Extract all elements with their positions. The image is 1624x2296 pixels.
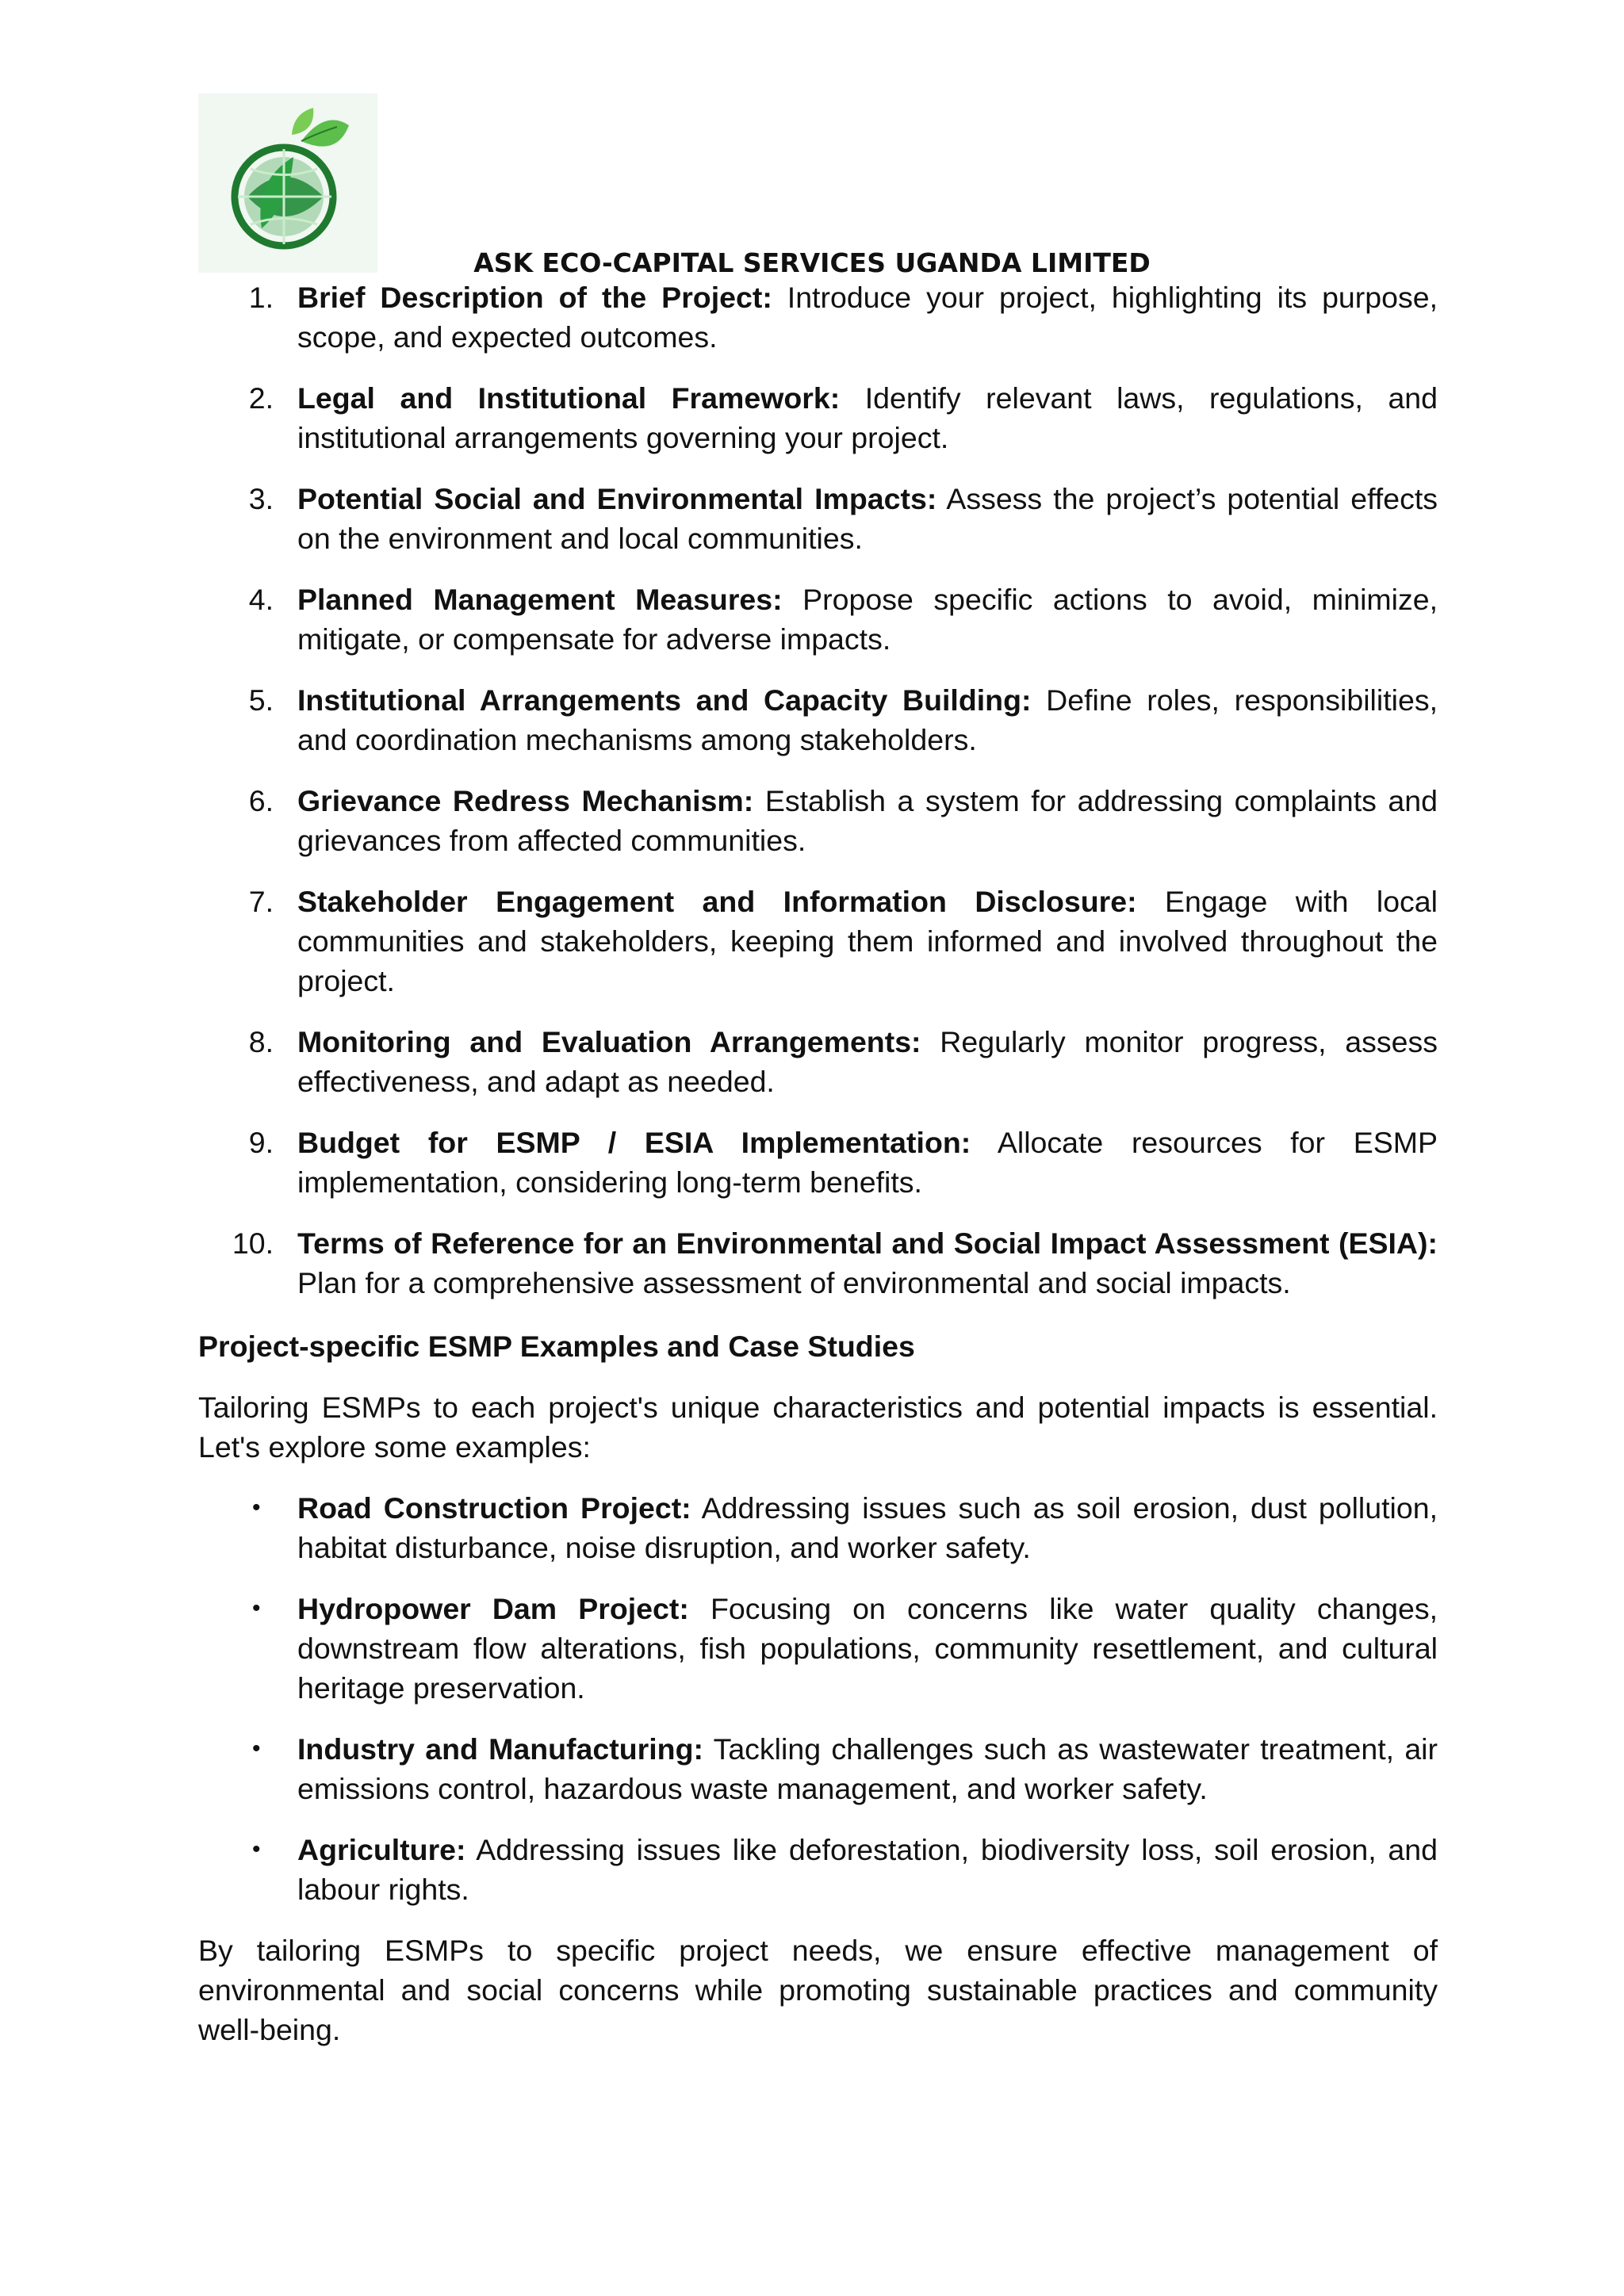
globe-leaf-icon (198, 94, 377, 273)
bullet-icon: • (252, 1595, 261, 1621)
list-item (198, 882, 1438, 1001)
item-title: Potential Social and Environmental Impacts: (297, 482, 937, 515)
list-item (198, 277, 1438, 357)
item-text: Engage with local communities and stakeholders, keeping them informed and involved throughout the project. (297, 885, 1438, 997)
item-text: Define roles, responsibilities, and coordination mechanisms among stakeholders. (297, 683, 1438, 756)
list-item (198, 1022, 1438, 1101)
item-title: Institutional Arrangements and Capacity Building: (297, 683, 1032, 717)
list-item (198, 1830, 1438, 1909)
item-text: Assess the project’s potential effects on the environment and local communities. (297, 482, 1438, 555)
list-item (198, 580, 1438, 659)
list-item (198, 1589, 1438, 1708)
bullet-icon: • (252, 1836, 261, 1862)
item-text: Allocate resources for ESMP implementation, considering long-term benefits. (297, 1126, 1438, 1199)
bullet-icon: • (252, 1494, 261, 1521)
bullet-icon: • (252, 1735, 261, 1762)
item-title: Terms of Reference for an Environmental and Social Impact Assessment (ESIA): (297, 1226, 1438, 1260)
examples-list (198, 1488, 1438, 1909)
example-text: Addressing issues such as soil erosion, dust pollution, habitat disturbance, noise disruption, and worker safety. (297, 1491, 1438, 1564)
list-item (198, 1729, 1438, 1808)
item-title: Budget for ESMP / ESIA Implementation: (297, 1126, 971, 1159)
conclusion-paragraph: By tailoring ESMPs to specific project needs, we ensure effective management of environmental and social concerns while promoting sustainable practices and community well-being. (198, 1934, 1438, 2046)
example-title: Road Construction Project: (297, 1491, 691, 1525)
item-title: Legal and Institutional Framework: (297, 381, 841, 415)
example-title: Hydropower Dam Project: (297, 1592, 689, 1625)
document-body (198, 277, 1438, 2071)
item-text: Identify relevant laws, regulations, and institutional arrangements governing your project. (297, 381, 1438, 454)
item-number: 8. (248, 1025, 274, 1058)
section-heading: Project-specific ESMP Examples and Case Studies (198, 1330, 915, 1363)
item-number: 2. (248, 381, 274, 415)
item-number: 6. (248, 784, 274, 817)
intro-paragraph: Tailoring ESMPs to each project's unique characteristics and potential impacts is essential. Let's explore some examples: (198, 1391, 1438, 1464)
item-number: 7. (248, 885, 274, 918)
list-item (198, 680, 1438, 760)
item-text: Establish a system for addressing complaints and grievances from affected communities. (297, 784, 1438, 857)
esmp-components-list (198, 277, 1438, 1303)
item-number: 4. (248, 583, 274, 616)
company-logo (198, 94, 377, 273)
item-title: Monitoring and Evaluation Arrangements: (297, 1025, 921, 1058)
item-text: Plan for a comprehensive assessment of environmental and social impacts. (297, 1266, 1291, 1299)
example-title: Agriculture: (297, 1833, 466, 1866)
list-item (198, 378, 1438, 457)
list-item (198, 479, 1438, 558)
item-title: Grievance Redress Mechanism: (297, 784, 754, 817)
item-number: 9. (248, 1126, 274, 1159)
item-text: Propose specific actions to avoid, minimize, mitigate, or compensate for adverse impacts. (297, 583, 1438, 656)
item-title: Stakeholder Engagement and Information Disclosure: (297, 885, 1137, 918)
example-text: Tackling challenges such as wastewater treatment, air emissions control, hazardous waste management, and worker safety. (297, 1732, 1438, 1805)
list-item (198, 1223, 1438, 1303)
item-text: Introduce your project, highlighting its purpose, scope, and expected outcomes. (297, 281, 1438, 354)
item-number: 10. (232, 1226, 274, 1260)
list-item (198, 1123, 1438, 1202)
list-item (198, 1488, 1438, 1567)
item-number: 1. (248, 281, 274, 314)
item-number: 5. (248, 683, 274, 717)
item-title: Brief Description of the Project: (297, 281, 772, 314)
example-title: Industry and Manufacturing: (297, 1732, 703, 1766)
company-name: ASK ECO-CAPITAL SERVICES UGANDA LIMITED (473, 247, 1151, 278)
list-item (198, 781, 1438, 860)
example-text: Focusing on concerns like water quality changes, downstream flow alterations, fish populations, community resettlement, and cultural heritage preservation. (297, 1592, 1438, 1705)
item-number: 3. (248, 482, 274, 515)
item-title: Planned Management Measures: (297, 583, 783, 616)
example-text: Addressing issues like deforestation, biodiversity loss, soil erosion, and labour rights. (297, 1833, 1438, 1906)
item-text: Regularly monitor progress, assess effectiveness, and adapt as needed. (297, 1025, 1438, 1098)
